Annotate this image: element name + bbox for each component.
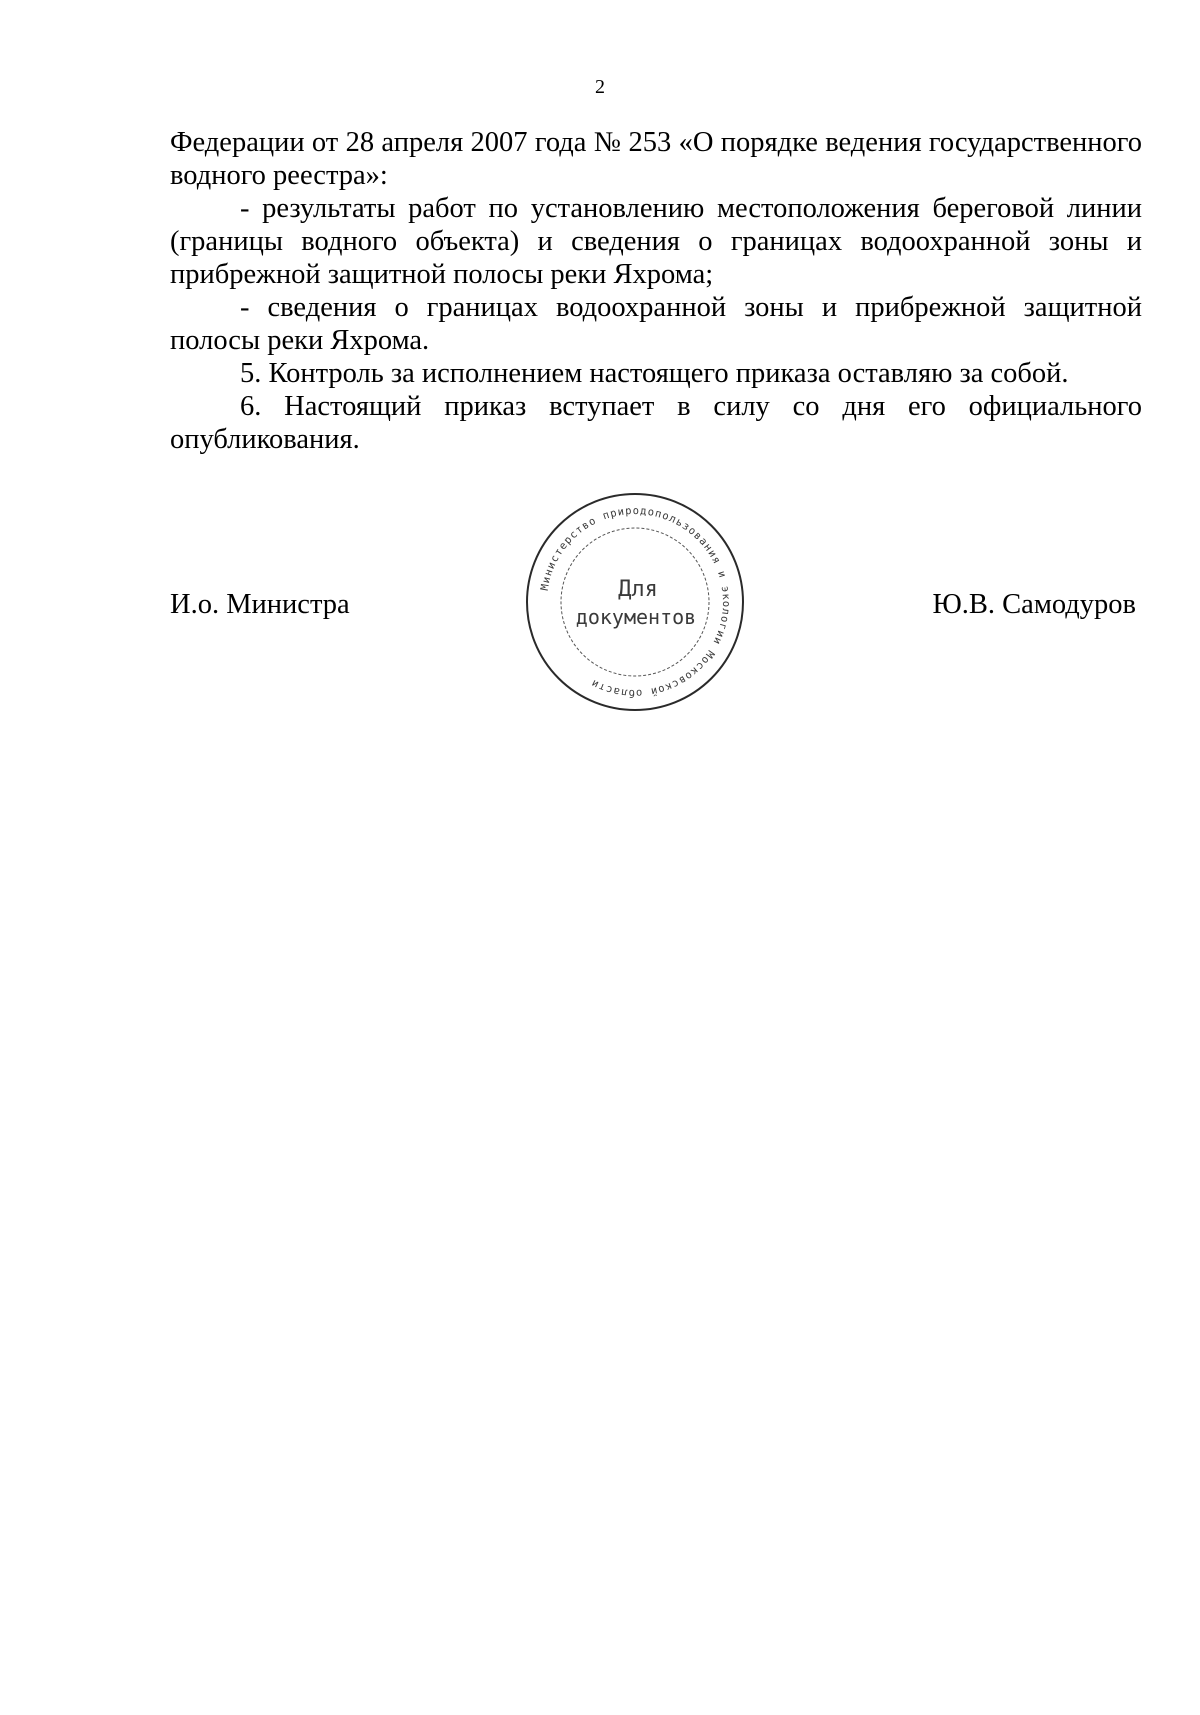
document-body: [170, 126, 1142, 456]
paragraph-bullet-boundaries: - сведения о границах водоохранной зоны и прибрежной защитной полосы реки Яхрома.: [170, 292, 1142, 356]
stamp-inner-ring: [561, 528, 709, 676]
stamp-text-line1: Для: [618, 577, 658, 602]
stamp-text-line2: документов: [575, 605, 697, 629]
paragraph-continuation: Федерации от 28 апреля 2007 года № 253 «О порядке ведения государственного водного реестра»:: [170, 127, 1142, 191]
signatory-title: И.о. Министра: [170, 589, 350, 620]
paragraph-item-6: 6. Настоящий приказ вступает в силу со дня его официального опубликования.: [170, 391, 1142, 455]
paragraph-bullet-shoreline: - результаты работ по установлению местоположения береговой линии (границы водного объекта) и сведения о границах водоохранной зоны и прибрежной защитной полосы реки Яхрома;: [170, 193, 1142, 290]
official-stamp: [520, 488, 750, 716]
paragraph-item-5: 5. Контроль за исполнением настоящего приказа оставляю за собой.: [240, 358, 1069, 389]
stamp-ring-text: Министерство природопользования и экологии Московской области: [538, 504, 733, 700]
signatory-name: Ю.В. Самодуров: [932, 589, 1136, 620]
page-number: 2: [595, 76, 605, 98]
stamp-outer-ring: [527, 494, 743, 710]
stamp-seal-icon: [520, 488, 750, 716]
